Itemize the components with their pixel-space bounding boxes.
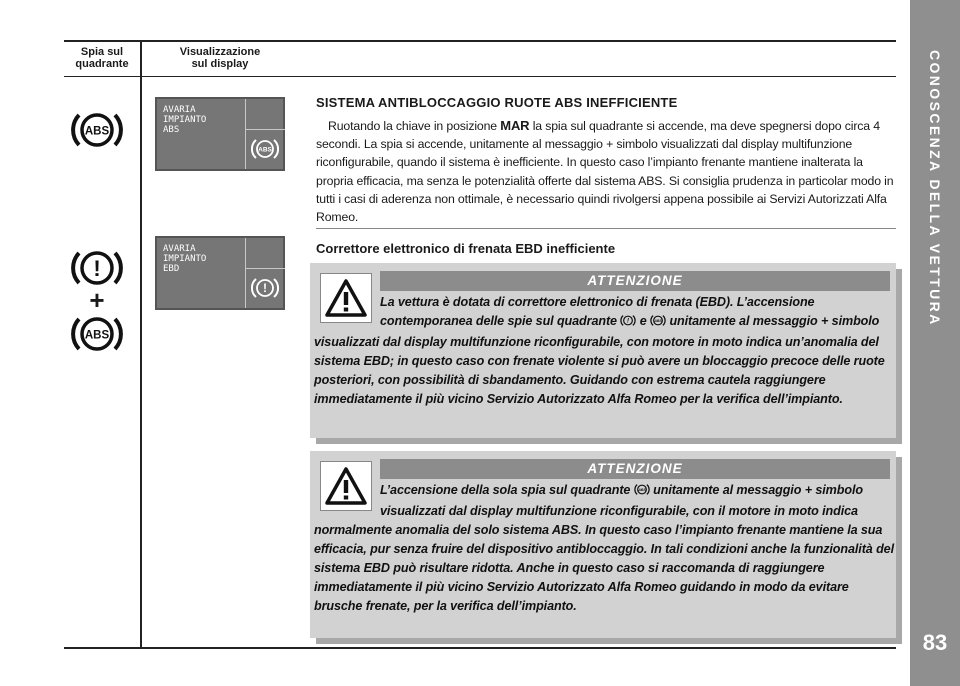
section-paragraph [316,117,896,226]
key-position: MAR [500,118,530,133]
warning-box-abs [310,451,896,638]
display-abs-failure [155,97,285,171]
column-divider [140,40,142,649]
column-header-line: Visualizzazione [179,46,261,58]
abs-warning-icon [70,110,124,155]
chapter-title: CONOSCENZA DELLA VETTURA [927,50,943,327]
abs-icon-label: ABS [84,329,110,342]
brake-icon-label: ! [263,281,267,295]
column-header-line: sul display [191,58,249,70]
warning-box-ebd [310,263,896,438]
abs-inline-icon [634,483,650,502]
warning-text-part: La vettura è dotata di correttore elettronico di frenata (EBD). L’accensione contemporanea delle spie sul quadrante [380,295,815,328]
display-divider [245,238,246,308]
brake-icon-label: ! [93,256,101,281]
abs-inline-icon [650,314,666,333]
section-rule [316,228,896,229]
column-header-display [150,46,290,70]
display-divider [245,268,285,269]
brake-inline-icon [620,314,636,333]
column-header-line: quadrante [75,58,129,70]
plus-sign: + [89,285,105,315]
warning-text-part: unitamente al messaggio + simbolo visualizzati dal display multifunzione riconfigurabile, con il motore in moto indica normalmente anomalia del solo sistema ABS. In questo caso l’impianto frenante mantiene la sua efficacia, pur senza fruire del dispositivo antibloccaggio. In tali condizioni anche la funzionalità del sistema EBD può risultare ridotta. Anche in questo caso si raccomanda di raggiungere immediatamente il più vicino Servizio Autorizzato Alfa Romeo guidando in modo da evitare brusche frenate, per la verifica dell’impianto. [314,483,894,613]
paragraph-text: Ruotando la chiave in posizione [328,119,501,133]
warning-text-part: e [636,314,651,328]
abs-warning-icon-secondary [70,314,124,359]
brake-icon-label: ! [627,317,630,325]
abs-icon-label: ABS [258,146,272,154]
display-brake-icon [251,276,279,305]
warning-text [314,293,894,409]
paragraph-text: la spia sul quadrante si accende, ma deve spegnersi dopo circa 4 secondi. La spia si accende, unitamente al messaggio + simbolo visualizzati dal display multifunzione riconfigurabile, quando il sistema è inefficiente. In questo caso l’impianto frenante mantiene inalterata la propria efficacia, ma senza le potenzialità offerte dal sistema ABS. Si consiglia prudenza in particolar modo in tutti i casi di aderenza non ottimale, è necessario quindi rivolgersi appena possibile ai Servizi Autorizzati Alfa Romeo. [316,119,894,225]
display-message [163,105,206,135]
display-divider [245,99,246,169]
display-line: ABS [163,125,180,135]
display-ebd-failure [155,236,285,310]
warning-text [314,481,894,616]
abs-icon-label: ABS [638,487,646,492]
display-line: EBD [163,264,180,274]
warning-heading: ATTENZIONE [380,271,890,291]
page-number: 83 [922,630,948,655]
column-header-line: Spia sul [80,46,124,58]
display-line: AVARIA [163,244,196,254]
display-line: AVARIA [163,105,196,115]
warning-heading: ATTENZIONE [380,459,890,479]
abs-icon-label: ABS [654,318,662,323]
warning-text-part: unitamente al messaggio + simbolo visualizzati dal display multifunzione riconfigurabile, con motore in moto indica un’anomalia del sistema EBD; in questo caso con frenate violente si può avere un bloccaggio precoce delle ruote posteriori, con possibilità di sbandamento. Guidando con estrema cautela raggiungere immediatamente il più vicino Servizio Autorizzato Alfa Romeo per la verifica dell’impianto. [314,314,885,406]
bottom-rule [64,647,896,649]
warning-text-part: L’accensione della sola spia sul quadrante [380,483,634,497]
display-divider [245,129,285,130]
display-line: IMPIANTO [163,254,207,264]
subsection-title: Correttore elettronico di frenata EBD inefficiente [316,241,616,256]
abs-icon-label: ABS [84,125,110,138]
display-line: IMPIANTO [163,115,207,125]
section-title: SISTEMA ANTIBLOCCAGGIO RUOTE ABS INEFFICIENTE [316,95,678,110]
display-message [163,244,206,274]
top-rule [64,40,896,42]
display-abs-icon [251,137,279,166]
header-rule [64,76,896,77]
column-header-dashboard-light [64,46,140,70]
